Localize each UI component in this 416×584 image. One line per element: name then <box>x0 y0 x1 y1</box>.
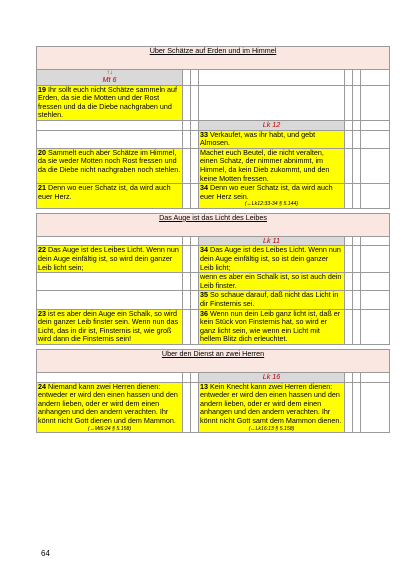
section-header-eye <box>37 213 390 236</box>
verse-cell: 33 Verkaufet, was ihr habt, und gebt Almosen. <box>199 130 345 148</box>
verse-cell: 24 Niemand kann zwei Herren dienen: entweder er wird den einen hassen und den andern lieben, oder er wird dem einen anhangen und den andern verachten. Ihr könnt nicht Gott dienen und dem Mammon. (↔Mt6:24 § 5.158) <box>37 382 183 432</box>
verse-cell: 36 Wenn nun dein Leib ganz licht ist, daß er kein Stück von Finsternis hat, so wird er ganz licht sein, wie wenn ein Licht mit hellem Blitz dich erleuchtet. <box>199 309 345 344</box>
verse-cell: 13 Kein Knecht kann zwei Herren dienen: entweder er wird den einen hassen und den andern lieben, oder er wird dem einen anhangen und den andern verachten. Ihr könnt nicht Gott samt dem Mammon dienen. (↔Lk16:13 § 5.158) <box>199 382 345 432</box>
gospel-header-row <box>37 70 390 86</box>
gospel-label-matthew: ↑↓ Mt 6 <box>37 70 183 86</box>
gospel-header-row <box>37 236 390 246</box>
section-header-treasures <box>37 47 390 70</box>
cross-reference: (↔Lk16:13 § 5.158) <box>248 425 295 432</box>
cross-reference: (↔Mt6:24 § 5.158) <box>87 425 132 432</box>
gospel-label-luke: Lk 12 <box>199 120 345 130</box>
updown-arrow-icon: ↑↓ <box>106 70 113 76</box>
verse-cell: Machet euch Beutel, die nicht veralten, einen Schatz, der nimmer abnimmt, im Himmel, da kein Dieb zukommt, und den keine Motten fressen. <box>199 148 345 183</box>
table-row <box>37 246 390 273</box>
page-number: 64 <box>41 549 50 558</box>
section-header-two-masters <box>37 349 390 372</box>
gospel-label-luke: Lk 11 <box>199 236 345 246</box>
gospel-header-row <box>37 372 390 382</box>
verse-cell: 35 So schaue darauf, daß nicht das Licht in dir Finsternis sei. <box>199 291 345 309</box>
verse-cell: 21 Denn wo euer Schatz ist, da wird auch euer Herz. <box>37 184 183 209</box>
verse-cell: 19 Ihr sollt euch nicht Schätze sammeln auf Erden, da sie die Motten und der Rost fressen und da die Diebe nachgraben und stehlen. <box>37 85 183 120</box>
verse-cell: 23 ist es aber dein Auge ein Schalk, so wird dein ganzer Leib finster sein. Wenn nun das Licht, das in dir ist, Finsternis ist, wie groß wird dann die Finsternis sein! <box>37 309 183 344</box>
table-row <box>37 273 390 291</box>
table-row <box>37 309 390 344</box>
verse-cell: wenn es aber ein Schalk ist, so ist auch dein Leib finster. <box>199 273 345 291</box>
gospel-label-luke: Lk 16 <box>199 372 345 382</box>
verse-cell: 22 Das Auge ist des Leibes Licht. Wenn nun dein Auge einfältig ist, so wird dein ganzer Leib licht sein; <box>37 246 183 273</box>
gospel-header-row <box>37 120 390 130</box>
verse-cell: 34 Denn wo euer Schatz ist, da wird auch euer Herz sein. (↔Lk12:33-34 § 5.144) <box>199 184 345 209</box>
table-row <box>37 291 390 309</box>
verse-cell: 34 Das Auge ist des Leibes Licht. Wenn nun dein Auge einfältig ist, so ist dein ganzer Leib licht; <box>199 246 345 273</box>
section-title: Über den Dienst an zwei Herren <box>161 349 265 358</box>
cross-reference: (↔Lk12:33-34 § 5.144) <box>244 201 299 208</box>
section-title: Das Auge ist das Licht des Leibes <box>159 213 267 222</box>
verse-cell: 20 Sammelt euch aber Schätze im Himmel, da sie weder Motten noch Rost fressen und da die Diebe nicht nachgraben noch stehlen. <box>37 148 183 183</box>
table-row <box>37 148 390 183</box>
section-title: Über Schätze auf Erden und im Himmel <box>149 46 277 55</box>
table-row <box>37 85 390 120</box>
table-row <box>37 130 390 148</box>
table-row <box>37 184 390 209</box>
synopsis-table <box>36 46 390 433</box>
table-row <box>37 382 390 432</box>
